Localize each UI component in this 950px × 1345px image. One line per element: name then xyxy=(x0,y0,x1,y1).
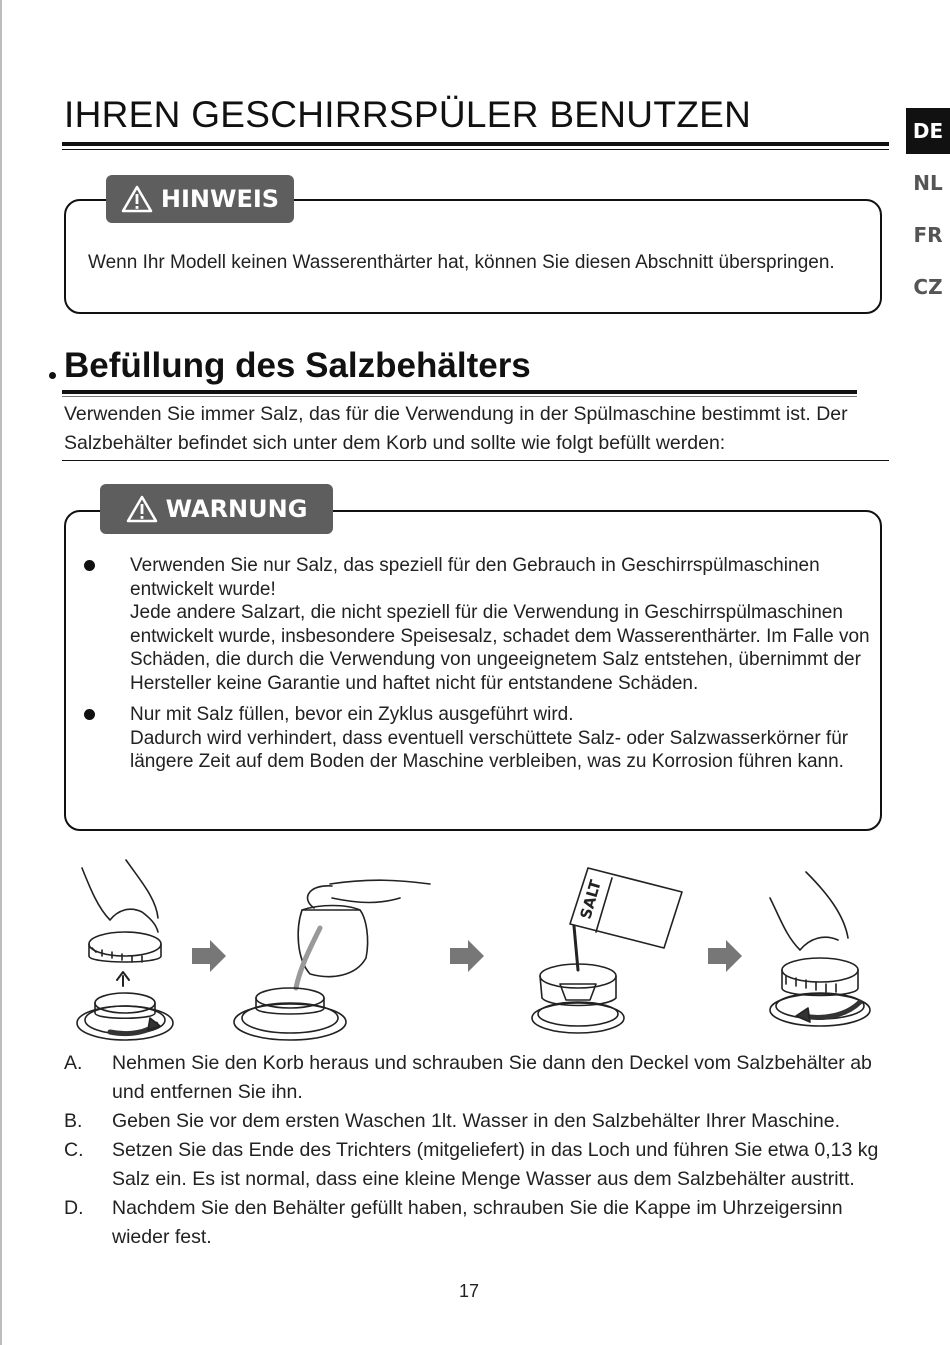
lang-tab-fr[interactable]: FR xyxy=(913,223,943,247)
step-a-illustration xyxy=(77,860,173,1040)
bullet-icon xyxy=(84,560,95,571)
step-letter: A. xyxy=(64,1052,83,1074)
lang-tab-nl[interactable]: NL xyxy=(913,171,943,195)
section-rule xyxy=(62,390,857,394)
warning-triangle-icon xyxy=(126,495,158,523)
step-text: Nachdem Sie den Behälter gefüllt haben, schrauben Sie die Kappe im Uhrzeigersinn wieder fest. xyxy=(112,1197,843,1248)
page-title: IHREN GESCHIRRSPÜLER BENUTZEN xyxy=(64,94,752,135)
list-item xyxy=(64,1049,890,1107)
warning-label-text: WARNUNG xyxy=(165,495,308,523)
step-text: Geben Sie vor dem ersten Waschen 1lt. Wasser in den Salzbehälter Ihrer Maschine. xyxy=(112,1110,840,1132)
step-c-illustration xyxy=(532,868,682,1033)
step-text: Setzen Sie das Ende des Trichters (mitgeliefert) in das Loch und führen Sie etwa 0,13 kg Salz ein. Es ist normal, dass eine kleine Menge Wasser aus dem Salzbehälter austritt. xyxy=(112,1139,879,1190)
note-label-text: HINWEIS xyxy=(160,185,280,213)
step-text: Nehmen Sie den Korb heraus und schrauben Sie dann den Deckel vom Salzbehälter ab und entfernen Sie ihn. xyxy=(112,1052,872,1103)
step-list xyxy=(64,1049,890,1252)
arrow-right-icon xyxy=(450,940,484,972)
title-rule xyxy=(62,142,889,146)
step-letter: B. xyxy=(64,1110,83,1132)
warning-list xyxy=(84,554,874,782)
warning-item-text: Dadurch wird verhindert, dass eventuell verschüttete Salz- oder Salzwasserkörner für längere Zeit auf dem Boden der Maschine verbleiben, was zu Korrosion führen kann. xyxy=(130,727,849,772)
language-tabs xyxy=(906,108,950,316)
salt-filling-illustration xyxy=(70,858,880,1048)
warning-item-text: Jede andere Salzart, die nicht speziell für die Verwendung in Geschirrspülmaschinen entwickelt wurde, insbesondere Speisesalz, schadet dem Wasserenthärter. Im Falle von Schäden, die durch die Verwendung von ungeeignetem Salz entstehen, übernimmt der Hersteller keine Garantie und haftet nicht für entstandene Schäden. xyxy=(130,602,870,694)
salt-package-label: SALT xyxy=(576,877,605,922)
step-b-illustration xyxy=(234,880,430,1040)
note-label xyxy=(106,175,294,223)
title-rule-thin xyxy=(62,149,889,150)
warning-item xyxy=(84,703,874,774)
warning-box xyxy=(64,510,882,831)
section-rule-thin xyxy=(62,396,857,397)
warning-label xyxy=(100,484,333,534)
list-item xyxy=(64,1136,890,1194)
warning-triangle-icon xyxy=(121,185,153,213)
lang-tab-cz[interactable]: CZ xyxy=(913,275,943,299)
step-letter: C. xyxy=(64,1139,84,1161)
section-bullet xyxy=(49,372,56,379)
section-title: Befüllung des Salzbehälters xyxy=(64,346,531,385)
lang-tab-de[interactable]: DE xyxy=(906,108,950,154)
arrow-right-icon xyxy=(192,940,226,972)
step-letter: D. xyxy=(64,1197,84,1219)
bullet-icon xyxy=(84,709,95,720)
page-number: 17 xyxy=(458,1281,480,1301)
warning-item-text: Nur mit Salz füllen, bevor ein Zyklus ausgeführt wird. xyxy=(130,704,574,725)
page-edge xyxy=(0,0,2,1345)
note-text: Wenn Ihr Modell keinen Wasserenthärter hat, können Sie diesen Abschnitt überspringen. xyxy=(88,252,835,273)
warning-item-text: Verwenden Sie nur Salz, das speziell für den Gebrauch in Geschirrspülmaschinen entwickelt wurde! xyxy=(130,555,820,600)
arrow-right-icon xyxy=(708,940,742,972)
section-intro: Verwenden Sie immer Salz, das für die Verwendung in der Spülmaschine bestimmt ist. Der Salzbehälter befindet sich unter dem Korb und sollte wie folgt befüllt werden: xyxy=(64,403,848,454)
intro-rule xyxy=(62,460,889,461)
list-item xyxy=(64,1194,890,1252)
list-item xyxy=(64,1107,890,1136)
warning-item xyxy=(84,554,874,695)
step-d-illustration xyxy=(770,872,870,1026)
